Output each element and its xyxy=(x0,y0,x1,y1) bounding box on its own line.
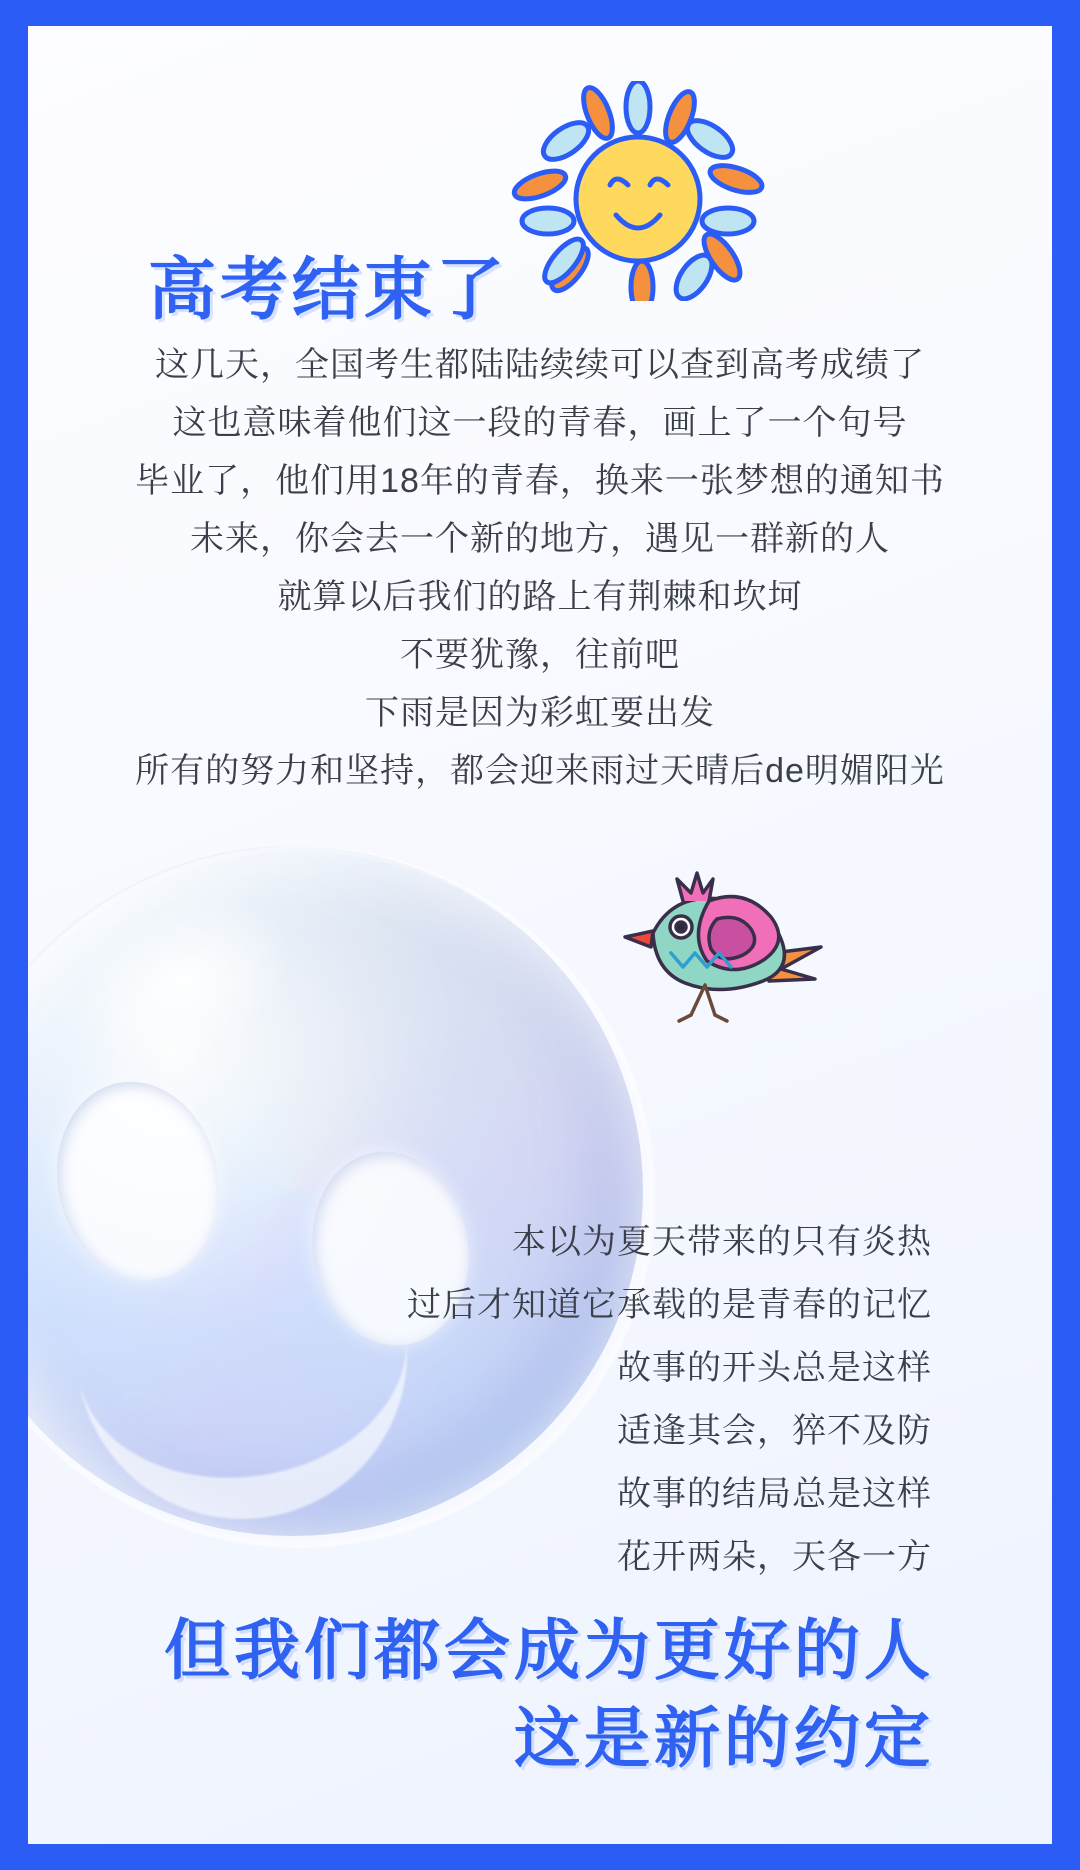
closing-line: 这是新的约定 xyxy=(514,1701,934,1775)
poem-top xyxy=(28,336,1052,800)
poem-bottom-line: 本以为夏天带来的只有炎热 xyxy=(512,1223,932,1261)
poem-top-line: 毕业了，他们用18年的青春，换来一张梦想的通知书 xyxy=(135,462,945,500)
poem-top-line: 这也意味着他们这一段的青春，画上了一个句号 xyxy=(172,404,908,442)
poem-top-line: 未来，你会去一个新的地方，遇见一群新的人 xyxy=(190,520,890,558)
bird-icon xyxy=(613,861,833,1041)
page-title: 高考结束了 xyxy=(148,252,509,328)
poem-top-line: 不要犹豫，往前吧 xyxy=(400,636,680,674)
poem-top-line: 这几天，全国考生都陆陆续续可以查到高考成绩了 xyxy=(155,346,925,384)
poem-bottom xyxy=(407,1211,932,1589)
poem-bottom-line: 过后才知道它承载的是青春的记忆 xyxy=(407,1286,932,1324)
poem-top-line: 就算以后我们的路上有荆棘和坎坷 xyxy=(277,578,803,616)
poem-bottom-line: 故事的结局总是这样 xyxy=(617,1475,932,1513)
poem-bottom-line: 故事的开头总是这样 xyxy=(617,1349,932,1387)
poem-top-line: 下雨是因为彩虹要出发 xyxy=(365,694,715,732)
poster-canvas xyxy=(28,26,1052,1844)
poem-top-line: 所有的努力和坚持，都会迎来雨过天晴后de明媚阳光 xyxy=(135,752,945,790)
sun-icon xyxy=(498,81,778,301)
closing-statement xyxy=(164,1606,934,1782)
closing-line: 但我们都会成为更好的人 xyxy=(164,1613,934,1687)
poem-bottom-line: 适逢其会，猝不及防 xyxy=(617,1412,932,1450)
poem-bottom-line: 花开两朵，天各一方 xyxy=(617,1538,932,1576)
